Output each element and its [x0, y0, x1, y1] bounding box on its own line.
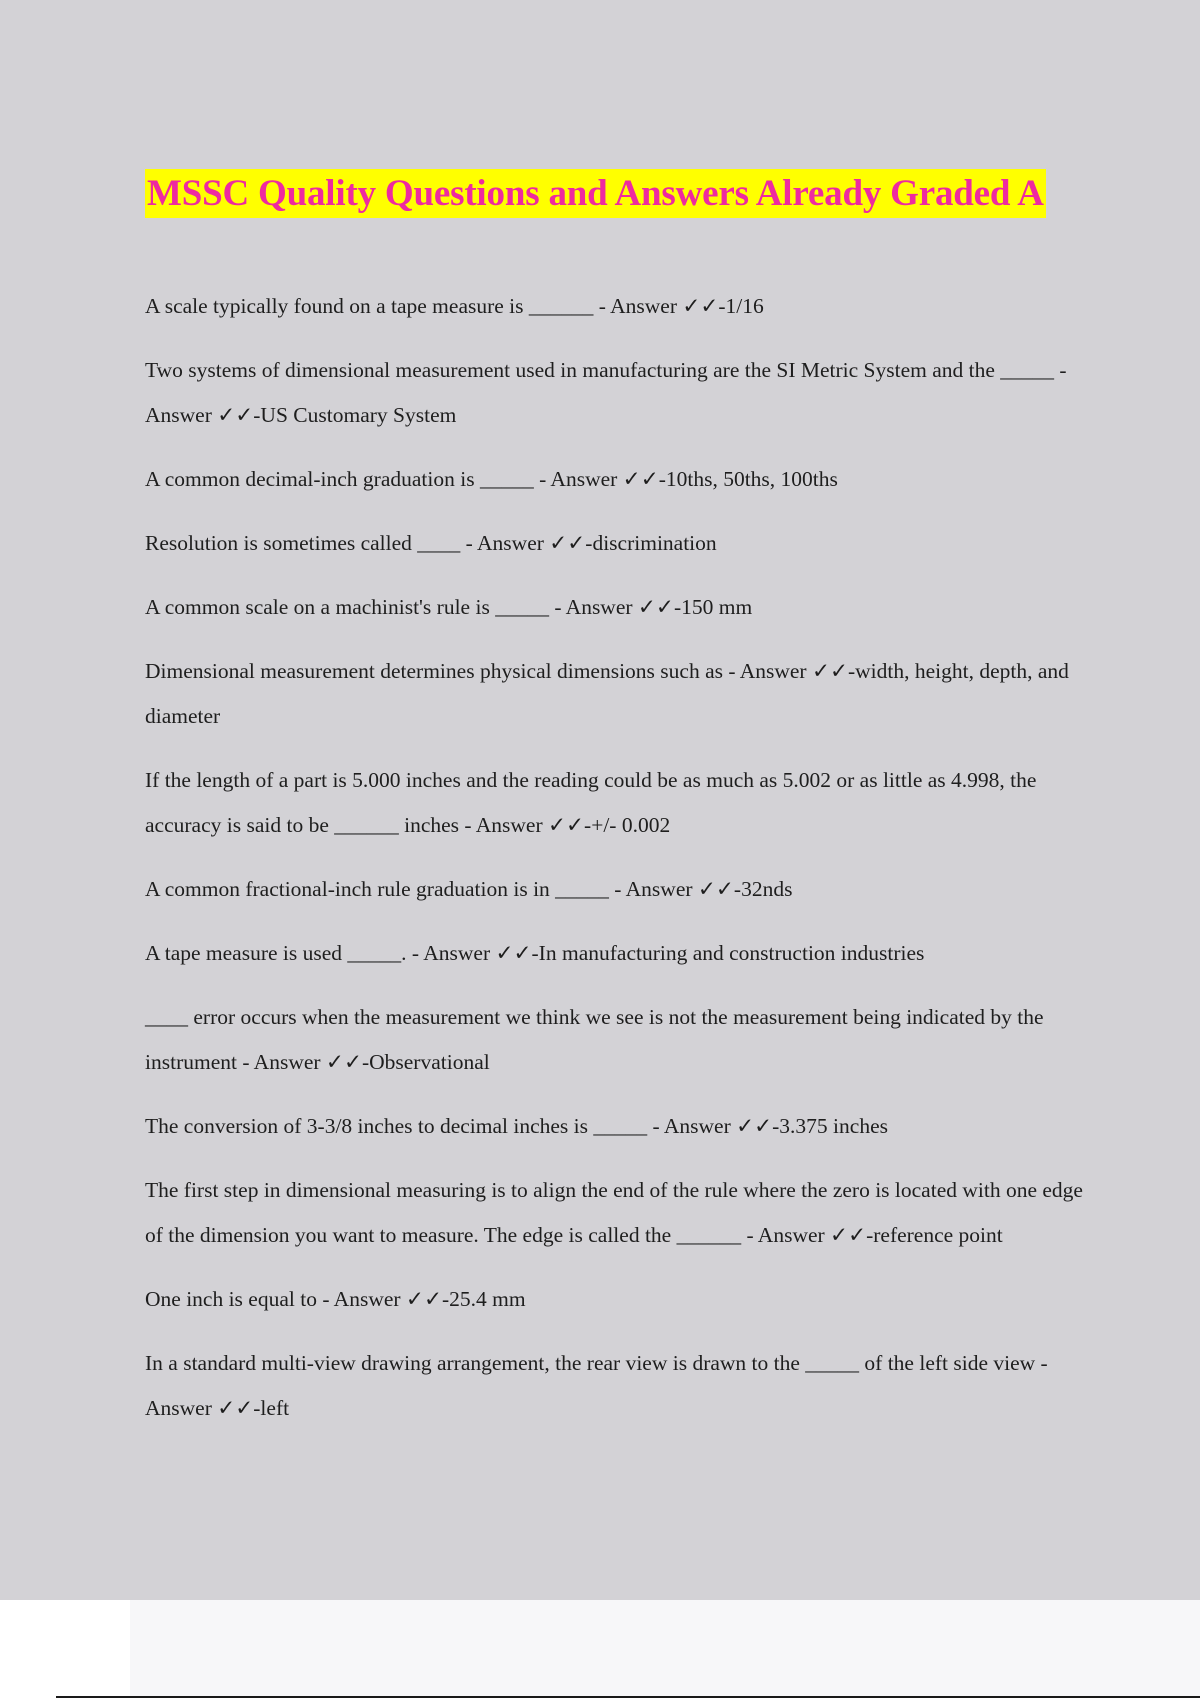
document-title: MSSC Quality Questions and Answers Already Graded A [145, 169, 1046, 218]
qa-item: A common decimal-inch graduation is _____ - Answer ✓✓-10ths, 50ths, 100ths [145, 467, 838, 491]
qa-item: Two systems of dimensional measurement used in manufacturing are the SI Metric System and the _____ - Answer ✓✓-US Customary System [145, 358, 1067, 427]
next-page-strip [130, 1600, 1200, 1696]
qa-item: A scale typically found on a tape measure is ______ - Answer ✓✓-1/16 [145, 294, 764, 318]
qa-item: Resolution is sometimes called ____ - Answer ✓✓-discrimination [145, 531, 717, 555]
qa-item: A common fractional-inch rule graduation is in _____ - Answer ✓✓-32nds [145, 877, 793, 901]
qa-item: ____ error occurs when the measurement we think we see is not the measurement being indicated by the instrument - Answer ✓✓-Observational [145, 1005, 1044, 1074]
qa-item: One inch is equal to - Answer ✓✓-25.4 mm [145, 1287, 526, 1311]
qa-item: If the length of a part is 5.000 inches and the reading could be as much as 5.002 or as little as 4.998, the accuracy is said to be ______ inches - Answer ✓✓-+/- 0.002 [145, 768, 1037, 837]
qa-item: Dimensional measurement determines physical dimensions such as - Answer ✓✓-width, height, depth, and diameter [145, 659, 1069, 728]
qa-item: A common scale on a machinist's rule is _____ - Answer ✓✓-150 mm [145, 595, 753, 619]
page-divider [56, 1696, 1200, 1698]
qa-item: A tape measure is used _____. - Answer ✓✓-In manufacturing and construction industries [145, 941, 925, 965]
qa-item: In a standard multi-view drawing arrangement, the rear view is drawn to the _____ of the left side view - Answer ✓✓-left [145, 1351, 1048, 1420]
qa-item: The first step in dimensional measuring is to align the end of the rule where the zero is located with one edge of the dimension you want to measure. The edge is called the ______ - Answer ✓✓-reference point [145, 1178, 1083, 1247]
qa-item: The conversion of 3-3/8 inches to decimal inches is _____ - Answer ✓✓-3.375 inches [145, 1114, 888, 1138]
qa-list [145, 284, 1085, 1450]
